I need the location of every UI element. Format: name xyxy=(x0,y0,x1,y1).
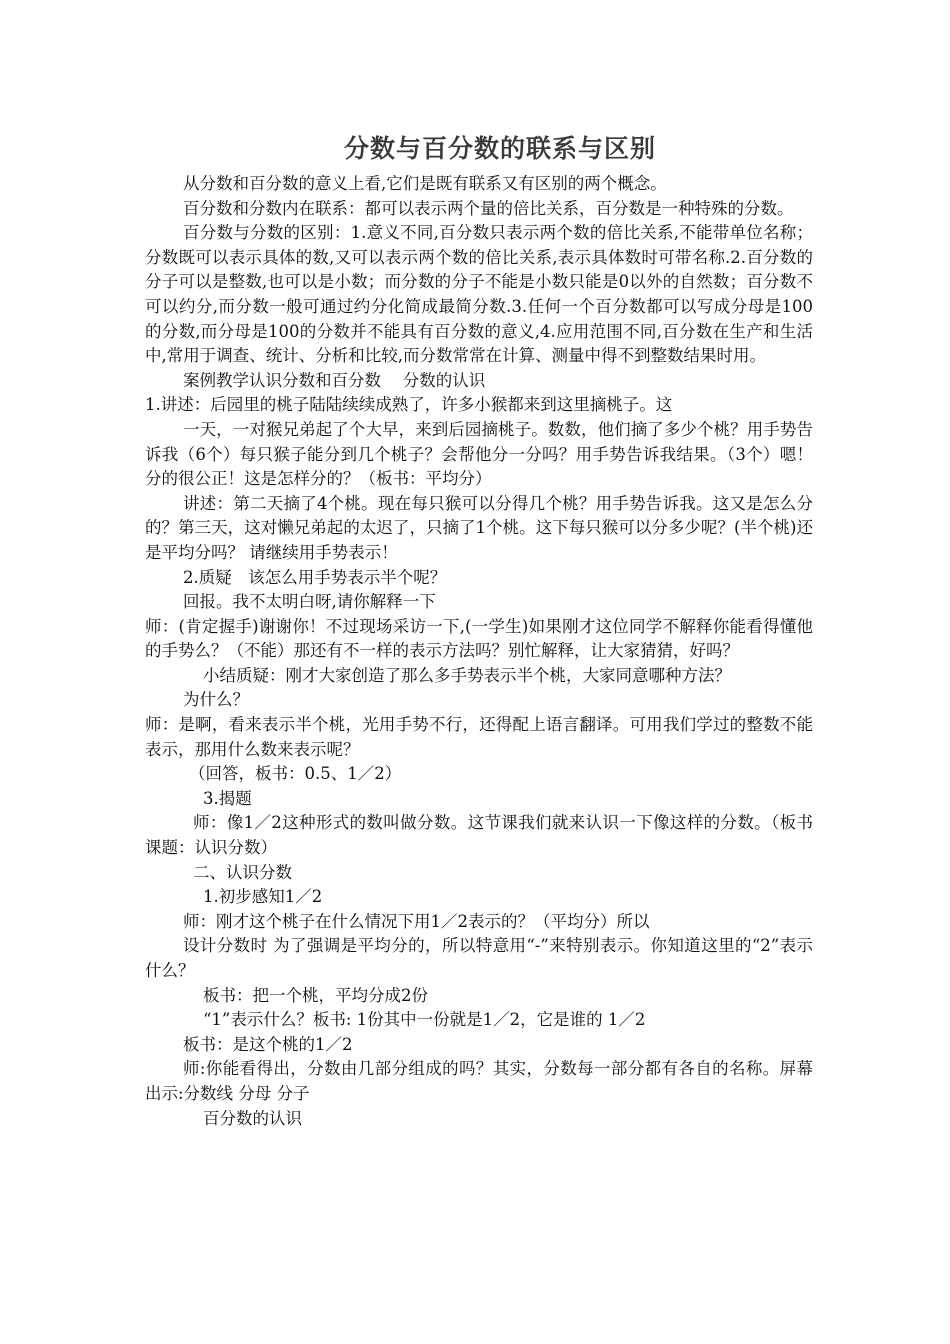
paragraph: 3.揭题 xyxy=(203,788,252,808)
paragraph: “1”表示什么？板书: 1份其中一份就是1／2，它是谁的 1／2 xyxy=(203,1010,646,1030)
paragraph: 小结质疑：刚才大家创造了那么多手势表示半个桃，大家同意哪种方法？ xyxy=(203,665,731,685)
paragraph: 讲述：第二天摘了4个桃。现在每只猴可以分得几个桃？用手势告诉我。这又是怎么分的？第三天，这对懒兄弟起的太迟了，只摘了1个桃。这下每只猴可以分多少呢？(半个桃)还是平均分吗？ 请继续用手势表示！ xyxy=(145,493,813,562)
paragraph: 设计分数时 为了强调是平均分的，所以特意用“-”来特别表示。你知道这里的“2”表示什么？ xyxy=(145,936,813,980)
paragraph: 师：像1／2这种形式的数叫做分数。这节课我们就来认识一下像这样的分数。（板书课题：认识分数） xyxy=(145,813,813,858)
paragraph: （回答，板书：0.5、1／2） xyxy=(189,764,402,784)
paragraph: 师：是啊，看来表示半个桃，光用手势不行，还得配上语言翻译。可用我们学过的整数不能表示，那用什么数来表示呢？ xyxy=(145,715,813,759)
paragraph: 回报。我不太明白呀,请你解释一下 xyxy=(183,592,436,612)
paragraph: 板书：把一个桃，平均分成2份 xyxy=(203,985,428,1005)
paragraph: 百分数和分数内在联系：都可以表示两个量的倍比关系，百分数是一种特殊的分数。 xyxy=(183,198,794,218)
document-title: 分数与百分数的联系与区别 xyxy=(343,134,656,163)
paragraph: 百分数的认识 xyxy=(203,1108,302,1128)
paragraph: 1.初步感知1／2 xyxy=(203,887,323,907)
paragraph: 百分数与分数的区别：1.意义不同,百分数只表示两个数的倍比关系,不能带单位名称；分数既可以表示具体的数,又可以表示两个数的倍比关系,表示具体数时可带名称.2.百分数的分子可以是整数,也可以是小数；而分数的分子不能是小数只能是0以外的自然数；百分数不可以约分,而分数一般可通过约分化简成最简分数.3.任何一个百分数都可以写成分母是100的分数,而分母是100的分数并不能具有百分数的意义,4.应用范围不同,百分数在生产和生活中,常用于调查、统计、分析和比较,而分数常常在计算、测量中得不到整数结果时用。 xyxy=(145,223,813,366)
document-body xyxy=(145,172,813,1131)
paragraph: 为什么？ xyxy=(183,690,249,710)
paragraph: 板书：是这个桃的1／2 xyxy=(183,1034,353,1054)
paragraph: 一天，一对猴兄弟起了个大早，来到后园摘桃子。数数，他们摘了多少个桃？用手势告诉我（6个）每只猴子能分到几个桃子？会帮他分一分吗？用手势告诉我结果。（3个）嗯！分的很公正！这是怎样分的？（板书：平均分） xyxy=(145,419,813,489)
paragraph: 师：(肯定握手)谢谢你！不过现场采访一下,(一学生)如果刚才这位同学不解释你能看得懂他的手势么？（不能）那还有不一样的表示方法吗？别忙解释，让大家猜猜，好吗？ xyxy=(145,616,813,661)
paragraph: 案例教学认识分数和百分数 分数的认识 xyxy=(183,370,486,390)
paragraph: 师:你能看得出，分数由几部分组成的吗？其实，分数每一部分都有各自的名称。屏幕出示:分数线 分母 分子 xyxy=(145,1059,813,1103)
paragraph: 1.讲述：后园里的桃子陆陆续续成熟了，许多小猴都来到这里摘桃子。这 xyxy=(145,395,673,415)
paragraph: 从分数和百分数的意义上看,它们是既有联系又有区别的两个概念。 xyxy=(183,174,667,193)
paragraph: 师：刚才这个桃子在什么情况下用1／2表示的？（平均分）所以 xyxy=(183,911,650,931)
paragraph: 二、认识分数 xyxy=(193,862,292,882)
paragraph: 2.质疑 该怎么用手势表示半个呢？ xyxy=(183,567,447,587)
